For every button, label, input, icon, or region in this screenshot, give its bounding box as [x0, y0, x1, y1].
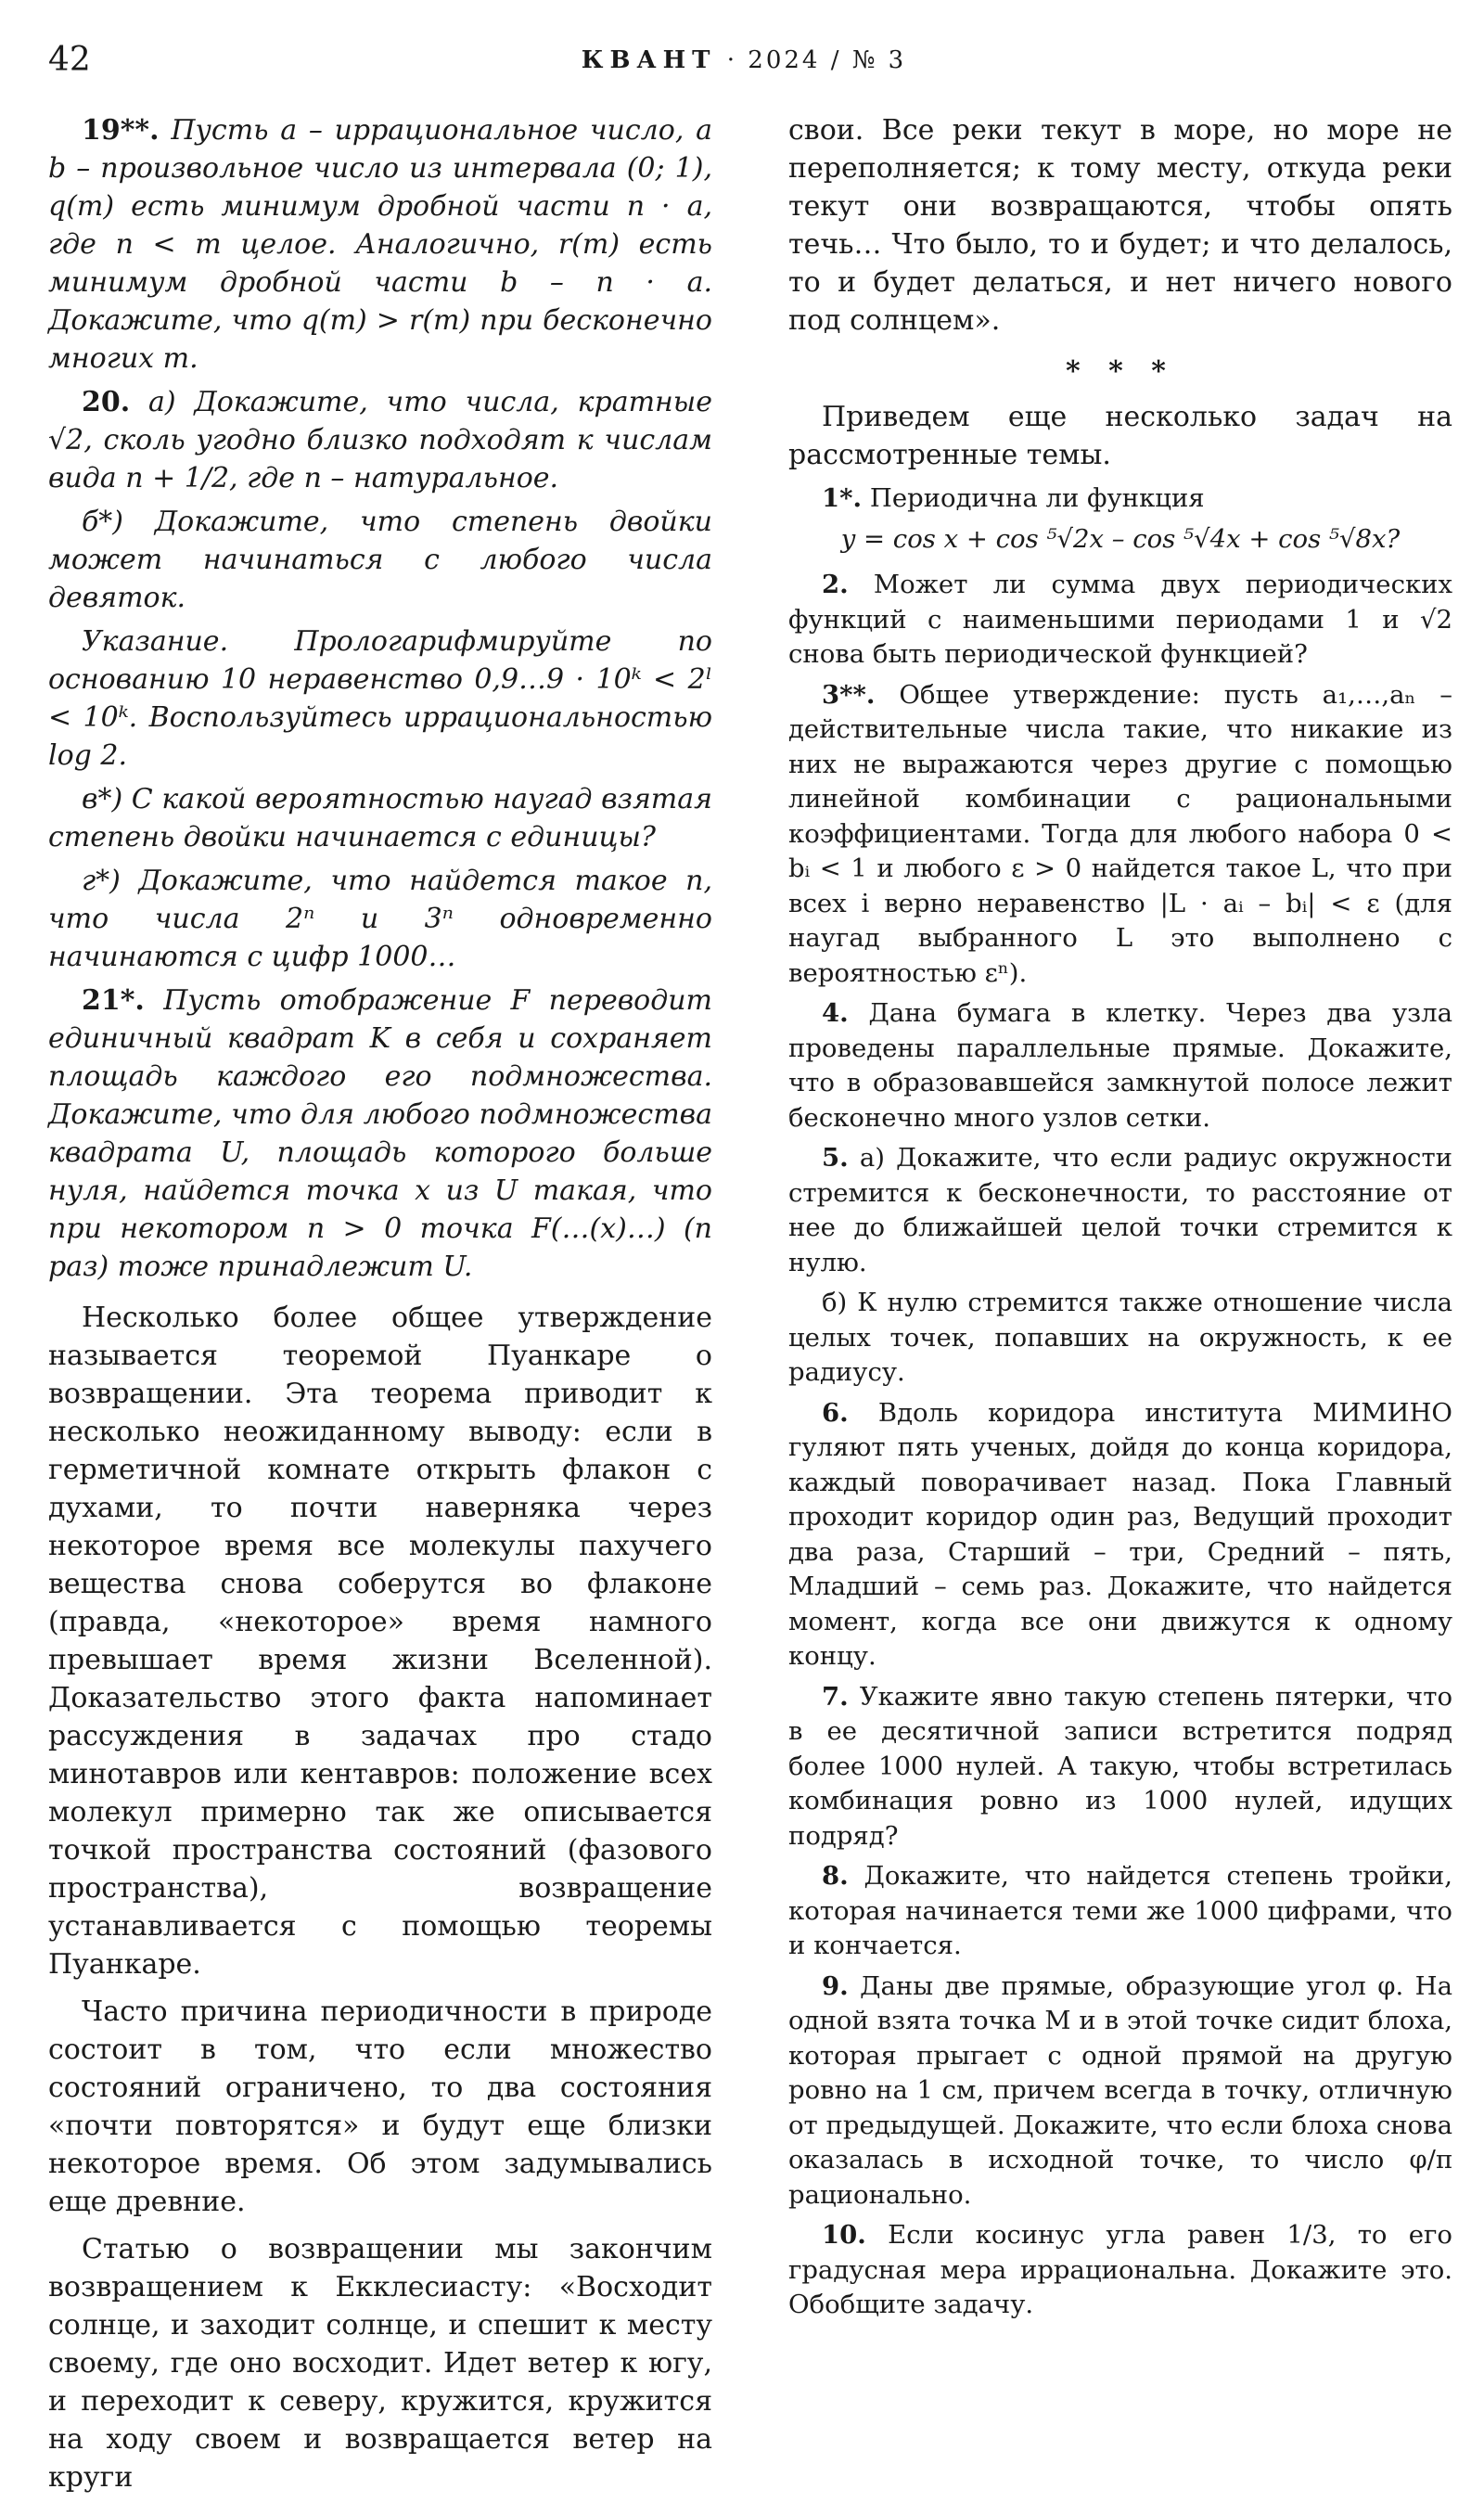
- task-9: [788, 1970, 1452, 2213]
- task-text: а) Докажите, что если радиус окружности стремится к бесконечности, то расстояние от нее до ближайшей целой точки стремится к нулю.: [788, 1143, 1453, 1277]
- task-text: Может ли сумма двух периодических функций с наименьшими периодами 1 и √2 снова быть периодической функцией?: [788, 570, 1452, 669]
- task-text: Периодична ли функция: [869, 483, 1205, 513]
- formula: y = cos x + cos ⁵√2x – cos ⁵√4x + cos ⁵√8x?: [840, 523, 1401, 554]
- running-head: [48, 46, 1439, 74]
- problem-text: Пусть отображение F переводит единичный квадрат K в себя и сохраняет площадь каждого его подмножества. Докажите, что для любого подмножества квадрата U, площадь которого больше нуля, найдется точка x из U такая, что при некотором n > 0 точка F(…(x)…) (n раз) тоже принадлежит U.: [48, 984, 712, 1283]
- issue-number: · 2024 / № 3: [726, 46, 907, 74]
- body-paragraph: Часто причина периодичности в природе состоит в том, что если множество состояний ограничено, то два состояния «почти повторятся» и будут еще близки некоторое время. Об этом задумывались еще древние.: [48, 1995, 712, 2218]
- problem-20c: в*) С какой вероятностью наугад взятая степень двойки начинается с единицы?: [48, 783, 712, 853]
- section-intro: Приведем еще несколько задач на рассмотренные темы.: [788, 401, 1452, 471]
- task-4: [788, 996, 1452, 1136]
- body-paragraph: Несколько более общее утверждение называется теоремой Пуанкаре о возвращении. Эта теорема приводит к несколько неожиданному выводу: если в герметичной комнате открыть флакон с духами, то почти наверняка через некоторое время все молекулы пахучего вещества снова соберутся во флаконе (правда, «некоторое» время намного превышает время жизни Вселенной). Доказательство этого факта напоминает рассуждения в задачах про стадо минотавров или кентавров: положение всех молекул примерно так же описывается точкой пространства состояний (фазового пространства), возвращение устанавливается с помощью теоремы Пуанкаре.: [48, 1302, 712, 1981]
- problem-19: [48, 111, 712, 378]
- magazine-title: КВАНТ: [581, 46, 717, 74]
- problem-20b: б*) Докажите, что степень двойки может начинаться с любого числа девяток.: [48, 506, 712, 614]
- task-number: 6.: [822, 1397, 849, 1428]
- task-7: [788, 1680, 1452, 1854]
- task-10: [788, 2218, 1452, 2323]
- task-number: 1*.: [822, 483, 863, 513]
- task-text: Общее утверждение: пусть a₁,…,aₙ – действительные числа такие, что никакие из них не выражаются через другие с помощью линейной комбинации с рациональными коэффициентами. Тогда для любого набора 0 < bᵢ < 1 и любого ε > 0 найдется такое L, что при всех i верно неравенство |L · aᵢ – bᵢ| < ε (для наугад выбранного L это выполнено с вероятностью εⁿ).: [788, 679, 1452, 988]
- task-text: Докажите, что найдется степень тройки, которая начинается теми же 1000 цифрами, что и кончается.: [788, 1861, 1453, 1960]
- problem-number: 21*.: [82, 984, 145, 1017]
- task-3: [788, 678, 1452, 992]
- task-5b: б) К нулю стремится также отношение числа целых точек, попавших на окружность, к ее радиусу.: [788, 1288, 1452, 1387]
- task-number: 5.: [822, 1143, 849, 1173]
- task-1: [788, 481, 1452, 517]
- task-number: 9.: [822, 1970, 849, 2001]
- task-8: [788, 1859, 1452, 1964]
- problem-text: Пусть a – иррациональное число, a b – произвольное число из интервала (0; 1), q(m) есть минимум дробной части n · a, где n < m целое. Аналогично, r(m) есть минимум дробной части b – n · a. Докажите, что q(m) > r(m) при бесконечно многих m.: [48, 114, 713, 375]
- problem-20: [48, 383, 712, 497]
- problem-text: а) Докажите, что числа, кратные √2, сколь угодно близко подходят к числам вида n + 1/2, где n – натуральное.: [48, 386, 712, 494]
- body-paragraph: свои. Все реки текут в море, но море не переполняется; к тому месту, откуда реки текут они возвращаются, чтобы опять течь… Что было, то и будет; и что делалось, то и будет делаться, и нет ничего нового под солнцем».: [788, 114, 1452, 337]
- section-divider: * * *: [1066, 355, 1175, 388]
- problem-number: 20.: [82, 386, 131, 418]
- left-column: [48, 111, 712, 2502]
- problem-20d: г*) Докажите, что найдется такое n, что числа 2ⁿ и 3ⁿ одновременно начинаются с цифр 1000…: [48, 865, 712, 973]
- task-2: [788, 568, 1452, 673]
- problem-20-hint: Указание. Прологарифмируйте по основанию 10 неравенство 0,9…9 · 10ᵏ < 2ˡ < 10ᵏ. Воспользуйтесь иррациональностью log 2.: [48, 625, 712, 772]
- task-number: 8.: [822, 1861, 849, 1891]
- task-number: 3**.: [822, 679, 876, 710]
- task-5: [788, 1141, 1452, 1280]
- body-paragraph: Статью о возвращении мы закончим возвращением к Екклесиасту: «Восходит солнце, и заходит солнце, и спешит к месту своему, где оно восходит. Идет ветер к югу, и переходит к северу, кружится, кружится на ходу своем и возвращается ветер на круги: [48, 2233, 712, 2494]
- right-column: [788, 111, 1452, 2329]
- problem-number: 19**.: [82, 114, 160, 147]
- task-number: 10.: [822, 2220, 866, 2250]
- task-text: Дана бумага в клетку. Через два узла проведены параллельные прямые. Докажите, что в образовавшейся замкнутой полосе лежит бесконечно много узлов сетки.: [788, 998, 1453, 1133]
- page-number: 42: [48, 41, 91, 79]
- page-header: [48, 41, 1439, 82]
- task-6: [788, 1396, 1452, 1674]
- task-text: Если косинус угла равен 1/3, то его градусная мера иррациональна. Докажите это. Обобщите задачу.: [788, 2220, 1452, 2319]
- task-text: Вдоль коридора института МИМИНО гуляют пять ученых, дойдя до конца коридора, каждый поворачивает назад. Пока Главный проходит коридор один раз, Ведущий проходит два раза, Старший – три, Средний – пять, Младший – семь раз. Докажите, что найдется момент, когда все они движутся к одному концу.: [788, 1397, 1452, 1671]
- task-number: 7.: [822, 1681, 849, 1712]
- task-text: Укажите явно такую степень пятерки, что в ее десятичной записи встретится подряд более 1000 нулей. А такую, чтобы встретилась комбинация ровно из 1000 нулей, идущих подряд?: [788, 1681, 1453, 1851]
- task-number: 4.: [822, 998, 849, 1028]
- task-number: 2.: [822, 570, 849, 599]
- task-text: Даны две прямые, образующие угол φ. На одной взята точка M и в этой точке сидит блоха, которая прыгает с одной прямой на другую ровно на 1 см, причем всегда в точку, отличную от предыдущей. Докажите, что если блоха снова оказалась в исходной точке, то число φ/π рационально.: [788, 1970, 1452, 2210]
- problem-21: [48, 982, 712, 1286]
